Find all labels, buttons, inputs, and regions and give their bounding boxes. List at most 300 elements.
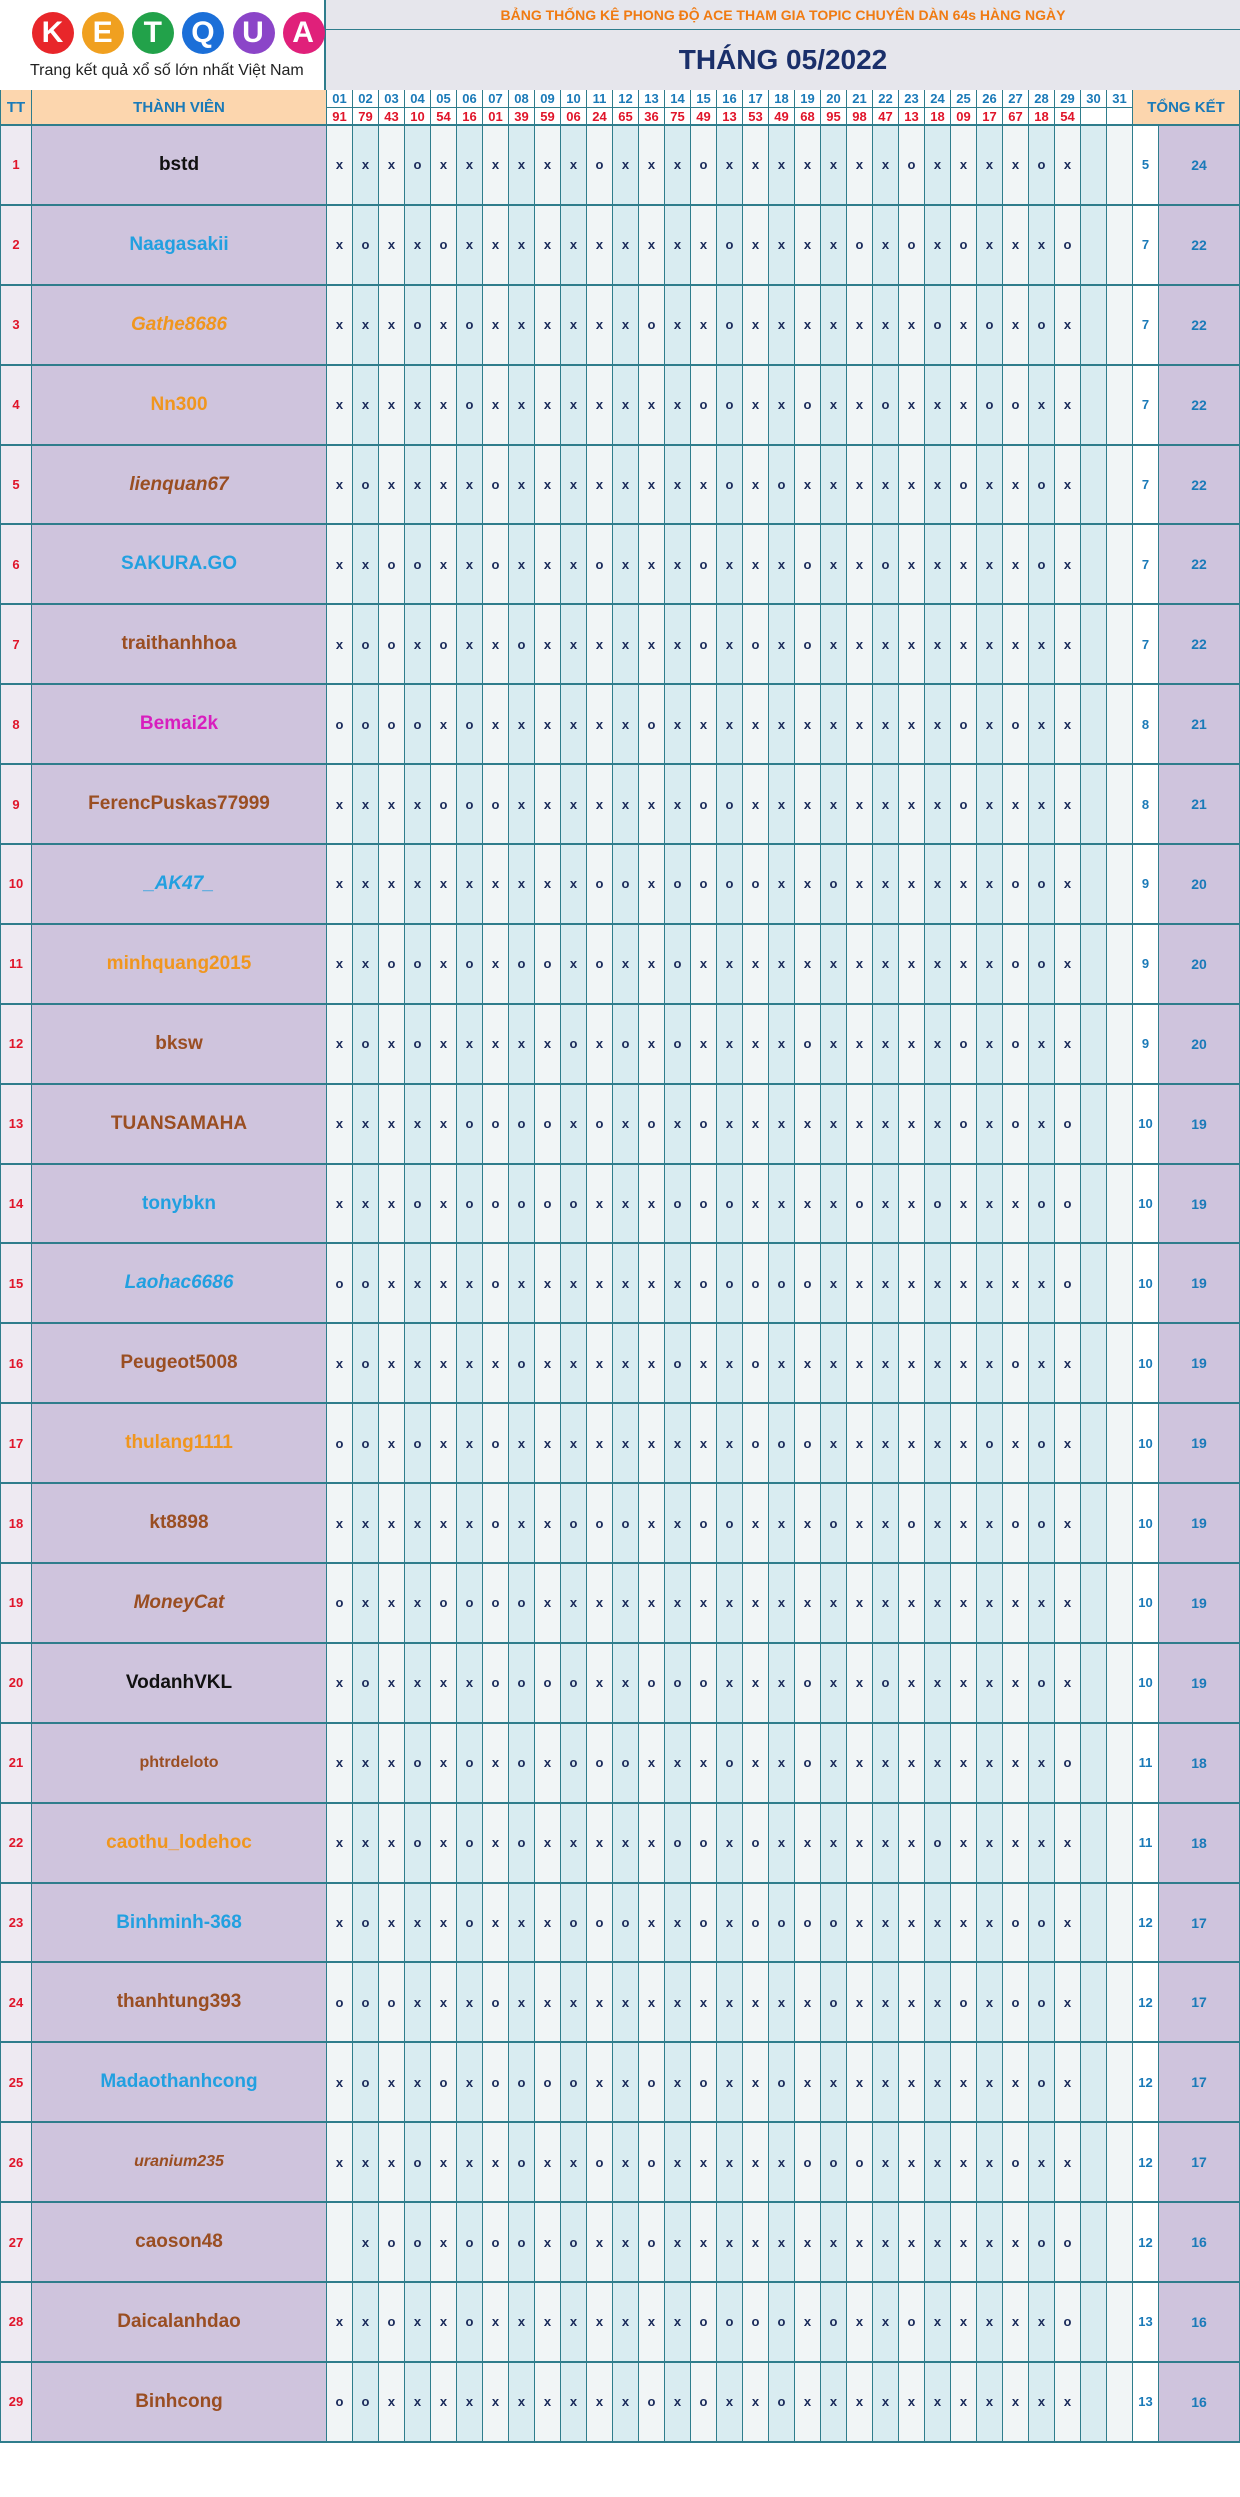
day-mark: x: [665, 1884, 691, 1964]
day-mark: x: [587, 2363, 613, 2443]
day-mark: x: [665, 525, 691, 605]
day-mark: x: [405, 1085, 431, 1165]
day-mark: o: [717, 206, 743, 286]
day-mark: o: [743, 845, 769, 925]
row-rank: 28: [0, 2283, 32, 2363]
day-mark: x: [665, 765, 691, 845]
day-mark: [1107, 765, 1133, 845]
miss-count: 5: [1133, 126, 1159, 206]
day-mark: o: [1029, 286, 1055, 366]
day-mark: x: [977, 605, 1003, 685]
day-mark: x: [769, 286, 795, 366]
total-score: 19: [1159, 1324, 1240, 1404]
day-mark: x: [795, 1963, 821, 2043]
day-mark: o: [587, 1724, 613, 1804]
day-mark: x: [665, 1564, 691, 1644]
day-mark: o: [743, 1804, 769, 1884]
day-mark: x: [587, 1644, 613, 1724]
day-mark: [1107, 1324, 1133, 1404]
day-mark: x: [483, 925, 509, 1005]
row-rank: 24: [0, 1963, 32, 2043]
day-mark: x: [405, 366, 431, 446]
day-mark: x: [509, 126, 535, 206]
total-score: 22: [1159, 605, 1240, 685]
member-name[interactable]: _AK47_: [32, 845, 327, 925]
day-mark: o: [561, 2203, 587, 2283]
day-mark: x: [639, 605, 665, 685]
day-mark: x: [977, 2363, 1003, 2443]
miss-count: 12: [1133, 2123, 1159, 2203]
column-header-tt: TT: [0, 90, 32, 126]
day-mark: x: [587, 765, 613, 845]
day-mark: x: [1055, 525, 1081, 605]
day-mark: x: [327, 1644, 353, 1724]
day-mark: x: [431, 1244, 457, 1324]
day-mark: x: [951, 286, 977, 366]
day-mark: x: [795, 1085, 821, 1165]
row-rank: 29: [0, 2363, 32, 2443]
day-mark: o: [327, 685, 353, 765]
day-mark: [1081, 605, 1107, 685]
day-mark: [1107, 1644, 1133, 1724]
day-mark: x: [327, 2123, 353, 2203]
member-name[interactable]: caothu_lodehoc: [32, 1804, 327, 1884]
day-mark: [1107, 1085, 1133, 1165]
member-name[interactable]: phtrdeloto: [32, 1724, 327, 1804]
day-mark: x: [951, 525, 977, 605]
day-mark: [1081, 126, 1107, 206]
day-mark: x: [925, 925, 951, 1005]
member-name[interactable]: Peugeot5008: [32, 1324, 327, 1404]
row-rank: 1: [0, 126, 32, 206]
day-header: 06: [457, 90, 483, 108]
day-mark: o: [691, 845, 717, 925]
day-mark: x: [509, 2363, 535, 2443]
day-mark: x: [327, 1005, 353, 1085]
day-mark: x: [327, 765, 353, 845]
day-mark: [1107, 1804, 1133, 1884]
miss-count: 10: [1133, 1564, 1159, 1644]
day-mark: x: [717, 1804, 743, 1884]
day-mark: o: [717, 1165, 743, 1245]
day-mark: x: [925, 2203, 951, 2283]
day-header: 29: [1055, 90, 1081, 108]
day-mark: x: [379, 1005, 405, 1085]
day-mark: o: [457, 1085, 483, 1165]
day-mark: x: [561, 366, 587, 446]
day-mark: x: [561, 1244, 587, 1324]
day-mark: x: [1029, 1804, 1055, 1884]
day-mark: o: [353, 1884, 379, 1964]
day-result: 17: [977, 108, 1003, 126]
day-mark: x: [951, 605, 977, 685]
day-mark: x: [613, 206, 639, 286]
day-mark: o: [769, 446, 795, 526]
day-mark: o: [1029, 126, 1055, 206]
day-mark: x: [899, 1324, 925, 1404]
day-mark: x: [327, 446, 353, 526]
day-mark: o: [743, 1244, 769, 1324]
day-mark: x: [847, 1404, 873, 1484]
member-name[interactable]: caoson48: [32, 2203, 327, 2283]
day-mark: x: [535, 446, 561, 526]
day-mark: o: [795, 366, 821, 446]
day-mark: o: [509, 925, 535, 1005]
day-mark: o: [665, 925, 691, 1005]
day-mark: x: [873, 286, 899, 366]
day-mark: x: [509, 1484, 535, 1564]
day-mark: o: [379, 2283, 405, 2363]
day-mark: o: [691, 1484, 717, 1564]
day-mark: [1081, 525, 1107, 605]
day-mark: o: [691, 126, 717, 206]
day-mark: x: [847, 845, 873, 925]
day-mark: x: [379, 1484, 405, 1564]
member-name[interactable]: bstd: [32, 126, 327, 206]
member-name[interactable]: Nn300: [32, 366, 327, 446]
day-mark: x: [431, 1165, 457, 1245]
day-mark: x: [639, 1884, 665, 1964]
day-result: 54: [1055, 108, 1081, 126]
miss-count: 7: [1133, 286, 1159, 366]
day-mark: x: [821, 2043, 847, 2123]
day-header: 11: [587, 90, 613, 108]
member-name[interactable]: traithanhhoa: [32, 605, 327, 685]
day-mark: x: [951, 1404, 977, 1484]
day-mark: x: [613, 685, 639, 765]
day-mark: o: [457, 366, 483, 446]
day-mark: x: [379, 2043, 405, 2123]
day-mark: o: [405, 286, 431, 366]
day-mark: [1081, 2043, 1107, 2123]
member-name[interactable]: Naagasakii: [32, 206, 327, 286]
day-mark: x: [1055, 685, 1081, 765]
day-header: 10: [561, 90, 587, 108]
day-mark: o: [613, 1005, 639, 1085]
day-mark: x: [379, 366, 405, 446]
day-header: 12: [613, 90, 639, 108]
member-name[interactable]: lienquan67: [32, 446, 327, 526]
logo-tagline: Trang kết quả xổ số lớn nhất Việt Nam: [30, 62, 304, 79]
day-mark: o: [561, 1005, 587, 1085]
day-mark: x: [1029, 1244, 1055, 1324]
day-mark: o: [795, 525, 821, 605]
member-name[interactable]: Gathe8686: [32, 286, 327, 366]
day-mark: x: [691, 2123, 717, 2203]
day-header: 04: [405, 90, 431, 108]
day-mark: o: [795, 2123, 821, 2203]
miss-count: 7: [1133, 206, 1159, 286]
member-name[interactable]: kt8898: [32, 1484, 327, 1564]
row-rank: 3: [0, 286, 32, 366]
day-mark: x: [821, 525, 847, 605]
day-mark: o: [1029, 2203, 1055, 2283]
day-mark: x: [405, 2043, 431, 2123]
day-mark: x: [327, 2043, 353, 2123]
member-name[interactable]: Laohac6686: [32, 1244, 327, 1324]
day-mark: x: [951, 2123, 977, 2203]
day-mark: x: [561, 446, 587, 526]
day-mark: o: [691, 1884, 717, 1964]
day-mark: x: [1029, 1085, 1055, 1165]
day-mark: x: [587, 286, 613, 366]
day-result: 18: [925, 108, 951, 126]
day-mark: x: [1003, 1404, 1029, 1484]
day-mark: o: [535, 1644, 561, 1724]
day-mark: x: [795, 2283, 821, 2363]
member-name[interactable]: tonybkn: [32, 1165, 327, 1245]
day-mark: x: [431, 366, 457, 446]
total-score: 19: [1159, 1404, 1240, 1484]
day-mark: x: [717, 2363, 743, 2443]
member-name[interactable]: Binhminh-368: [32, 1884, 327, 1964]
day-mark: [1081, 685, 1107, 765]
day-mark: x: [951, 1804, 977, 1884]
day-mark: o: [379, 1963, 405, 2043]
day-mark: o: [483, 1564, 509, 1644]
day-mark: x: [691, 1963, 717, 2043]
day-mark: [1081, 1484, 1107, 1564]
total-score: 19: [1159, 1644, 1240, 1724]
day-mark: x: [769, 206, 795, 286]
member-name[interactable]: uranium235: [32, 2123, 327, 2203]
day-mark: o: [483, 2043, 509, 2123]
day-mark: x: [639, 1724, 665, 1804]
day-mark: o: [691, 2363, 717, 2443]
day-mark: x: [431, 2363, 457, 2443]
day-mark: x: [483, 286, 509, 366]
day-mark: o: [405, 126, 431, 206]
day-mark: x: [795, 126, 821, 206]
day-mark: x: [431, 1085, 457, 1165]
day-header: 28: [1029, 90, 1055, 108]
day-mark: o: [977, 286, 1003, 366]
day-mark: x: [509, 525, 535, 605]
day-mark: x: [457, 1644, 483, 1724]
miss-count: 10: [1133, 1484, 1159, 1564]
logo-letter-q: Q: [182, 12, 224, 54]
member-name[interactable]: thulang1111: [32, 1404, 327, 1484]
miss-count: 10: [1133, 1165, 1159, 1245]
member-name[interactable]: FerencPuskas77999: [32, 765, 327, 845]
day-mark: o: [483, 1085, 509, 1165]
day-mark: o: [353, 1244, 379, 1324]
day-mark: x: [925, 2043, 951, 2123]
day-mark: x: [795, 1484, 821, 1564]
day-mark: x: [1029, 2283, 1055, 2363]
member-name[interactable]: minhquang2015: [32, 925, 327, 1005]
day-mark: x: [873, 446, 899, 526]
day-mark: x: [925, 366, 951, 446]
day-mark: o: [1029, 925, 1055, 1005]
day-mark: x: [587, 1804, 613, 1884]
day-mark: x: [1055, 765, 1081, 845]
day-mark: x: [613, 2283, 639, 2363]
day-mark: x: [873, 1884, 899, 1964]
row-rank: 20: [0, 1644, 32, 1724]
member-name[interactable]: bksw: [32, 1005, 327, 1085]
day-mark: o: [691, 366, 717, 446]
member-name[interactable]: Bemai2k: [32, 685, 327, 765]
day-mark: o: [1055, 1724, 1081, 1804]
day-mark: x: [457, 206, 483, 286]
day-mark: x: [717, 1085, 743, 1165]
row-rank: 10: [0, 845, 32, 925]
member-name[interactable]: TUANSAMAHA: [32, 1085, 327, 1165]
member-name[interactable]: Madaothanhcong: [32, 2043, 327, 2123]
day-mark: o: [483, 525, 509, 605]
member-name[interactable]: SAKURA.GO: [32, 525, 327, 605]
total-score: 18: [1159, 1724, 1240, 1804]
day-mark: x: [613, 126, 639, 206]
day-mark: o: [431, 765, 457, 845]
day-mark: x: [769, 685, 795, 765]
day-header: 25: [951, 90, 977, 108]
day-mark: o: [795, 1884, 821, 1964]
member-name[interactable]: MoneyCat: [32, 1564, 327, 1644]
day-mark: x: [821, 206, 847, 286]
day-mark: o: [509, 1564, 535, 1644]
day-mark: x: [561, 2283, 587, 2363]
day-mark: x: [561, 1963, 587, 2043]
day-mark: [1107, 2363, 1133, 2443]
day-mark: o: [483, 1484, 509, 1564]
day-mark: x: [847, 1085, 873, 1165]
day-mark: x: [327, 925, 353, 1005]
day-mark: x: [795, 765, 821, 845]
day-mark: x: [873, 1484, 899, 1564]
day-mark: x: [483, 1884, 509, 1964]
day-mark: x: [379, 1165, 405, 1245]
day-mark: x: [743, 206, 769, 286]
day-mark: o: [691, 525, 717, 605]
day-mark: x: [717, 685, 743, 765]
day-header: 24: [925, 90, 951, 108]
day-mark: x: [977, 2123, 1003, 2203]
member-name[interactable]: Binhcong: [32, 2363, 327, 2443]
miss-count: 10: [1133, 1244, 1159, 1324]
day-header: 18: [769, 90, 795, 108]
day-mark: x: [795, 1564, 821, 1644]
member-name[interactable]: Daicalanhdao: [32, 2283, 327, 2363]
day-mark: x: [821, 1165, 847, 1245]
day-mark: x: [405, 2363, 431, 2443]
day-mark: [1107, 1564, 1133, 1644]
day-mark: x: [1055, 126, 1081, 206]
row-rank: 27: [0, 2203, 32, 2283]
day-mark: x: [613, 2123, 639, 2203]
total-score: 24: [1159, 126, 1240, 206]
day-mark: x: [639, 1804, 665, 1884]
day-result: 09: [951, 108, 977, 126]
total-score: 21: [1159, 765, 1240, 845]
day-mark: o: [665, 1005, 691, 1085]
day-mark: x: [873, 1244, 899, 1324]
day-mark: x: [327, 1724, 353, 1804]
day-mark: x: [977, 685, 1003, 765]
day-mark: [1081, 1085, 1107, 1165]
day-mark: x: [535, 1564, 561, 1644]
day-mark: x: [821, 605, 847, 685]
day-mark: [1081, 1564, 1107, 1644]
member-name[interactable]: thanhtung393: [32, 1963, 327, 2043]
day-mark: x: [821, 685, 847, 765]
day-mark: o: [717, 2283, 743, 2363]
day-mark: x: [925, 1644, 951, 1724]
day-mark: x: [717, 1963, 743, 2043]
day-mark: x: [639, 1244, 665, 1324]
day-mark: x: [743, 2043, 769, 2123]
day-mark: x: [769, 605, 795, 685]
row-rank: 9: [0, 765, 32, 845]
day-mark: x: [1055, 1324, 1081, 1404]
ketqua-logo[interactable]: [0, 0, 326, 90]
day-mark: x: [379, 1804, 405, 1884]
logo-letter-e: E: [82, 12, 124, 54]
member-name[interactable]: VodanhVKL: [32, 1644, 327, 1724]
day-mark: x: [743, 1165, 769, 1245]
day-mark: x: [353, 845, 379, 925]
day-mark: o: [717, 366, 743, 446]
day-mark: x: [353, 765, 379, 845]
day-mark: o: [1029, 446, 1055, 526]
day-mark: x: [1055, 2363, 1081, 2443]
day-mark: [1081, 1804, 1107, 1884]
day-mark: x: [483, 1005, 509, 1085]
day-mark: x: [665, 1085, 691, 1165]
day-mark: [1081, 925, 1107, 1005]
day-mark: x: [353, 1085, 379, 1165]
day-mark: x: [535, 2203, 561, 2283]
miss-count: 12: [1133, 2043, 1159, 2123]
day-header: 27: [1003, 90, 1029, 108]
day-mark: o: [379, 685, 405, 765]
day-mark: o: [483, 1404, 509, 1484]
total-score: 21: [1159, 685, 1240, 765]
day-mark: x: [795, 925, 821, 1005]
day-mark: o: [925, 1165, 951, 1245]
day-result: 24: [587, 108, 613, 126]
day-mark: x: [847, 2203, 873, 2283]
day-mark: x: [743, 1564, 769, 1644]
day-mark: x: [379, 1564, 405, 1644]
day-mark: [1107, 1005, 1133, 1085]
day-mark: x: [717, 1005, 743, 1085]
day-mark: x: [483, 845, 509, 925]
day-result: [1107, 108, 1133, 126]
day-mark: x: [899, 2123, 925, 2203]
day-result: 91: [327, 108, 353, 126]
day-mark: [1107, 1165, 1133, 1245]
total-score: 16: [1159, 2363, 1240, 2443]
day-mark: [1081, 845, 1107, 925]
day-mark: x: [951, 1724, 977, 1804]
day-mark: x: [873, 685, 899, 765]
day-mark: x: [847, 2043, 873, 2123]
day-mark: o: [561, 2043, 587, 2123]
day-mark: x: [769, 1085, 795, 1165]
day-mark: x: [613, 1244, 639, 1324]
day-mark: x: [743, 1005, 769, 1085]
day-mark: x: [1055, 1564, 1081, 1644]
day-mark: x: [509, 286, 535, 366]
day-mark: x: [535, 765, 561, 845]
day-mark: o: [873, 525, 899, 605]
day-mark: x: [327, 366, 353, 446]
day-mark: x: [483, 366, 509, 446]
row-rank: 25: [0, 2043, 32, 2123]
day-mark: o: [717, 286, 743, 366]
